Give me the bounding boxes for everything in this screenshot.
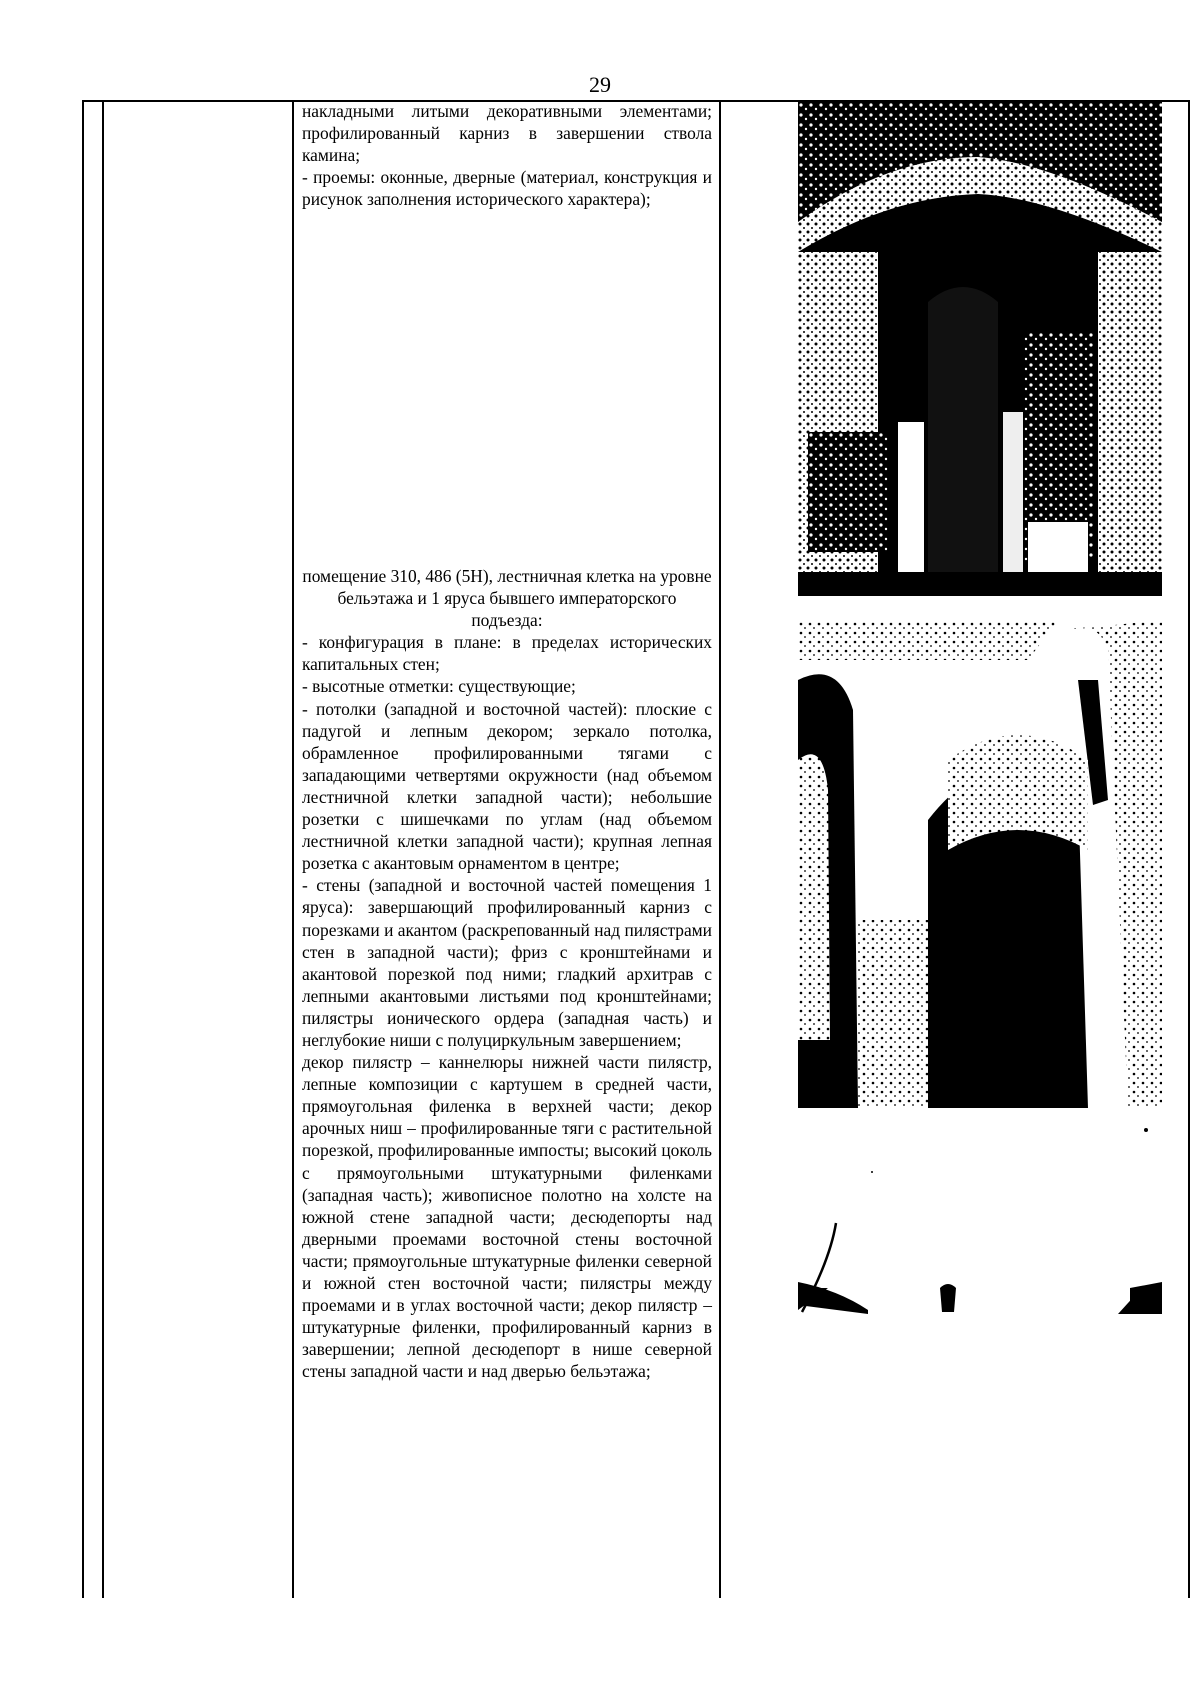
room-heading: помещение 310, 486 (5Н), лестничная клетка на уровне бельэтажа и 1 яруса бывшего императорского подъезда: bbox=[302, 566, 712, 631]
staircase-ceiling-photo bbox=[798, 620, 1162, 1108]
table-column-line-4 bbox=[719, 100, 721, 1598]
cell-top-text bbox=[302, 100, 712, 210]
cell-main-paragraph: - стены (западной и восточной частей помещения 1 яруса): завершающий профилированный карниз с порезками и акантом (раскрепованный над пилястрами стен в западной части); фриз с кронштейнами и акантовой порезкой под ними; гладкий архитрав с лепными акантовыми листьями под кронштейнами; пилястры ионического ордера (западная часть) и неглубокие ниши с полуциркульным завершением; bbox=[302, 875, 712, 1050]
interior-room-photo bbox=[798, 102, 1162, 596]
cell-top-paragraph: накладными литыми декоративными элементами; профилированный карниз в завершении ствола камина; bbox=[302, 101, 712, 166]
page-number: 29 bbox=[589, 72, 611, 97]
staircase-lower-photo bbox=[798, 1120, 1162, 1315]
cell-main-paragraph: - высотные отметки: существующие; bbox=[302, 676, 576, 697]
cell-main-text bbox=[302, 565, 712, 1382]
table-column-line-1 bbox=[82, 100, 84, 1598]
cell-main-paragraph: декор пилястр – каннелюры нижней части пилястр, лепные композиции с картушем в средней части, прямоугольная филенка в верхней части; декор арочных ниш – профилированные тяги с растительной порезкой, профилированные импосты; высокий цоколь с прямоугольными штукатурными филенками (западная часть); живописное полотно на холсте на южной стене западной части; десюдепорты над дверными проемами восточной стены восточной части; прямоугольные штукатурные филенки северной и южной стен восточной части; пилястры между проемами и в углах восточной части; декор пилястр – штукатурные филенки, профилированный карниз в завершении; лепной десюдепорт в нише северной стены западной части и над дверью бельэтажа; bbox=[302, 1052, 712, 1382]
table-column-line-3 bbox=[292, 100, 294, 1598]
table-column-line-5 bbox=[1188, 100, 1190, 1598]
cell-top-paragraph: - проемы: оконные, дверные (материал, конструкция и рисунок заполнения исторического характера); bbox=[302, 167, 712, 210]
cell-main-paragraph: - потолки (западной и восточной частей): плоские с падугой и лепным декором; зеркало потолка, обрамленное профилированными тягами с западающими четвертями окружности (над объемом лестничной клетки западной части); небольшие розетки с шишечками по углам (над объемом лестничной клетки западной части); крупная лепная розетка с акантовым орнаментом в центре; bbox=[302, 698, 712, 874]
table-column-line-2 bbox=[102, 100, 104, 1598]
cell-main-paragraph: - конфигурация в плане: в пределах исторических капитальных стен; bbox=[302, 632, 712, 675]
